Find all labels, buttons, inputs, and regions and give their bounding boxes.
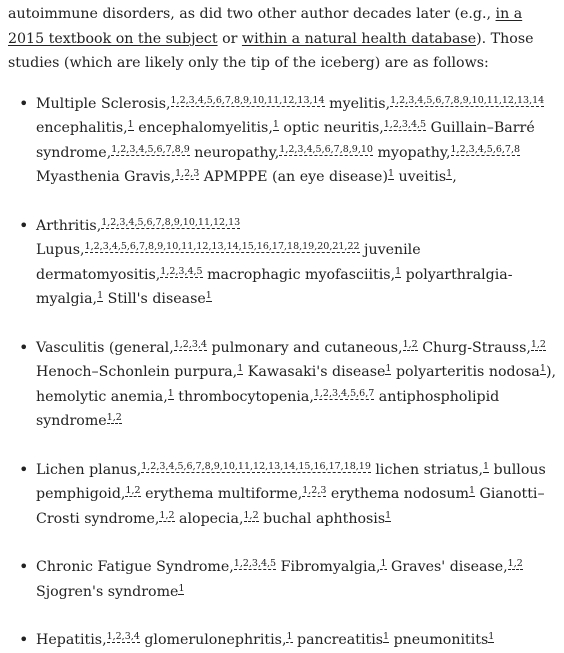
bullet-icon: • xyxy=(19,215,29,235)
citation-link[interactable]: 1,2 xyxy=(125,485,141,496)
condition-text: polyarteritis nodosa xyxy=(391,364,540,380)
condition-text: Lupus, xyxy=(36,242,85,258)
citation-reference[interactable] xyxy=(390,95,544,107)
citation-reference[interactable] xyxy=(451,144,521,156)
condition-text: encephalitis, xyxy=(36,120,128,136)
citation-link[interactable]: 1,2 xyxy=(106,412,122,423)
condition-text: Chronic Fatigue Syndrome, xyxy=(36,559,234,575)
citation-link[interactable]: 1 xyxy=(127,119,134,130)
citation-link[interactable]: 1 xyxy=(488,631,495,642)
citation-link[interactable]: 1,2,3,4,5 xyxy=(160,265,203,277)
condition-text: myelitis, xyxy=(324,95,391,112)
condition-text: pancreatitis xyxy=(292,632,384,648)
citation-link[interactable]: 1,2,3,4 xyxy=(106,631,140,642)
citation-link[interactable]: 1,2,3,4,5 xyxy=(233,558,277,569)
citation-reference[interactable] xyxy=(107,412,122,424)
citation-reference[interactable] xyxy=(107,631,140,643)
citation-link[interactable]: 1 xyxy=(482,460,490,472)
natural-health-database-link[interactable]: within a natural health database xyxy=(241,30,477,47)
citation-link[interactable]: 1,2,3,4,5,6,7,8,9,10,11,12,13,14,15,16,17,18,19,20,21,22 xyxy=(84,241,360,252)
citation-reference[interactable] xyxy=(174,339,207,351)
condition-text: buchal aphthosis xyxy=(258,510,386,527)
condition-list xyxy=(8,92,560,653)
citation-link[interactable]: 1,2 xyxy=(243,509,259,521)
citation-link[interactable]: 1,2,3 xyxy=(175,168,200,179)
condition-text: Guillain–Barré syndrome, xyxy=(36,120,535,161)
citation-link[interactable]: 1 xyxy=(385,363,392,374)
condition-text: Arthritis, xyxy=(36,217,102,234)
citation-link[interactable]: 1,2 xyxy=(402,338,418,350)
citation-link[interactable]: 1,2,3,4,5,6,7,8,9,10,11,12,13,14 xyxy=(390,94,545,106)
citation-reference[interactable] xyxy=(111,144,190,156)
citation-link[interactable]: 1 xyxy=(468,485,476,496)
bullet-icon: • xyxy=(19,337,29,357)
citation-link[interactable]: 1 xyxy=(178,582,185,594)
citation-link[interactable]: 1,2 xyxy=(507,558,523,569)
citation-reference[interactable] xyxy=(234,558,276,570)
citation-link[interactable]: 1,2 xyxy=(159,509,175,521)
citation-link[interactable]: 1 xyxy=(385,509,392,521)
citation-reference[interactable] xyxy=(125,485,140,497)
intro-text-2: or xyxy=(217,30,242,47)
citation-link[interactable]: 1,2,3,4,5 xyxy=(383,119,427,130)
citation-reference[interactable] xyxy=(178,583,184,595)
condition-text: encephalomyelitis, xyxy=(133,120,273,136)
condition-text: uveitis xyxy=(394,169,447,185)
bullet-icon: • xyxy=(19,93,29,113)
condition-text: antiphospholipid syndrome xyxy=(36,388,500,429)
condition-item-fatigue xyxy=(19,555,560,604)
intro-text-1: autoimmune disorders, as did two other author decades later (e.g., xyxy=(8,6,496,22)
condition-text: ), hemolytic anemia, xyxy=(36,364,556,405)
citation-reference[interactable] xyxy=(101,217,240,229)
citation-reference[interactable] xyxy=(160,266,202,278)
citation-reference[interactable] xyxy=(302,485,326,497)
condition-text: Hepatitis, xyxy=(36,632,107,648)
bullet-icon: • xyxy=(19,630,29,649)
citation-reference[interactable] xyxy=(384,119,426,131)
condition-text: Myasthenia Gravis, xyxy=(36,169,176,185)
condition-text: glomerulonephritis, xyxy=(139,632,287,648)
citation-link[interactable]: 1,2,3,4,5,6,7,8 xyxy=(450,143,521,155)
bullet-icon: • xyxy=(19,557,29,576)
citation-reference[interactable] xyxy=(206,290,212,302)
citation-reference[interactable] xyxy=(385,510,391,522)
citation-reference[interactable] xyxy=(175,168,199,180)
citation-link[interactable]: 1 xyxy=(380,558,387,569)
condition-text: myopathy, xyxy=(372,144,451,161)
condition-item-organ xyxy=(19,628,560,653)
bullet-icon: • xyxy=(19,459,29,479)
citation-link[interactable]: 1 xyxy=(395,265,402,277)
condition-text: polyarthralgia-myalgia, xyxy=(36,266,513,307)
citation-link[interactable]: 1,2,3 xyxy=(302,485,327,496)
citation-link[interactable]: 1 xyxy=(446,168,453,179)
citation-link[interactable]: 1,2,3,4,5,6,7,8,9,10,11,12,13,14,15,16,17,18,19 xyxy=(141,460,371,472)
citation-reference[interactable] xyxy=(279,144,373,156)
citation-link[interactable]: 1 xyxy=(387,168,395,179)
citation-reference[interactable] xyxy=(531,339,546,351)
condition-text: , xyxy=(452,169,457,185)
citation-link[interactable]: 1,2 xyxy=(530,338,546,350)
intro-paragraph xyxy=(8,2,560,76)
citation-link[interactable]: 1 xyxy=(383,631,390,642)
citation-reference[interactable] xyxy=(171,95,325,107)
condition-item-arthritis xyxy=(19,214,560,312)
condition-text: pulmonary and cutaneous, xyxy=(206,339,403,356)
condition-text: Graves' disease, xyxy=(386,559,508,575)
citation-link[interactable]: 1,2,3,4 xyxy=(173,338,207,350)
condition-text: Gianotti–Crosti syndrome, xyxy=(36,486,545,527)
condition-text: Multiple Sclerosis, xyxy=(36,95,171,112)
condition-text: alopecia, xyxy=(174,510,244,527)
condition-text: erythema multiforme, xyxy=(140,486,303,502)
citation-link[interactable]: 1,2,3,4,5,6,7,8,9 xyxy=(111,143,190,155)
condition-text: pneumonitits xyxy=(389,632,489,648)
condition-text: Fibromyalgia, xyxy=(276,559,381,575)
citation-reference[interactable] xyxy=(244,510,259,522)
condition-text: erythema nodosum xyxy=(326,486,469,502)
citation-reference[interactable] xyxy=(508,558,523,570)
citation-reference[interactable] xyxy=(314,388,374,400)
condition-text: optic neuritis, xyxy=(278,120,384,136)
condition-text: Churg-Strauss, xyxy=(417,339,531,356)
condition-text: Still's disease xyxy=(103,291,206,307)
condition-text: Henoch–Schonlein purpura, xyxy=(36,364,238,380)
citation-reference[interactable] xyxy=(85,241,360,253)
condition-text: Lichen planus, xyxy=(36,461,142,478)
citation-link[interactable]: 1 xyxy=(237,363,244,374)
condition-text: Kawasaki's disease xyxy=(243,364,386,380)
citation-link[interactable]: 1 xyxy=(205,290,212,301)
textbook-link[interactable]: in a 2015 textbook on the subject xyxy=(8,6,523,47)
citation-reference[interactable] xyxy=(159,510,174,522)
citation-link[interactable]: 1,2,3,4,5,6,7,8,9,10,11,12,13,14 xyxy=(170,94,325,106)
condition-item-neuro xyxy=(19,92,560,190)
condition-text: bullous pemphigoid, xyxy=(36,461,546,502)
condition-text: APMPPE (an eye disease) xyxy=(199,169,388,185)
citation-link[interactable]: 1,2,3,4,5,6,7,8,9,10,11,12,13 xyxy=(101,216,241,228)
condition-text: neuropathy, xyxy=(189,144,280,161)
citation-link[interactable]: 1,2,3,4,5,6,7,8,9,10 xyxy=(279,143,373,155)
intro-text-3: ). Those studies (which are likely only the tip of the iceberg) are as follows: xyxy=(8,30,534,71)
condition-text: Vasculitis (general, xyxy=(36,339,174,356)
condition-item-vasculitis xyxy=(19,336,560,434)
condition-item-skin xyxy=(19,458,560,532)
condition-text: juvenile dermatomyositis, xyxy=(36,242,421,283)
citation-link[interactable]: 1 xyxy=(167,387,174,399)
condition-text: lichen striatus, xyxy=(370,461,483,478)
condition-text: thrombocytopenia, xyxy=(173,388,314,405)
citation-link[interactable]: 1 xyxy=(272,119,279,130)
citation-link[interactable]: 1,2,3,4,5,6,7 xyxy=(313,387,375,399)
condition-text: macrophagic myofasciitis, xyxy=(202,266,396,283)
citation-reference[interactable] xyxy=(403,339,418,351)
citation-reference[interactable] xyxy=(141,461,371,473)
citation-link[interactable]: 1 xyxy=(97,290,104,301)
citation-link[interactable]: 1 xyxy=(539,363,546,374)
citation-reference[interactable] xyxy=(488,631,494,643)
citation-link[interactable]: 1 xyxy=(286,631,293,642)
condition-text: Sjogren's syndrome xyxy=(36,583,179,600)
